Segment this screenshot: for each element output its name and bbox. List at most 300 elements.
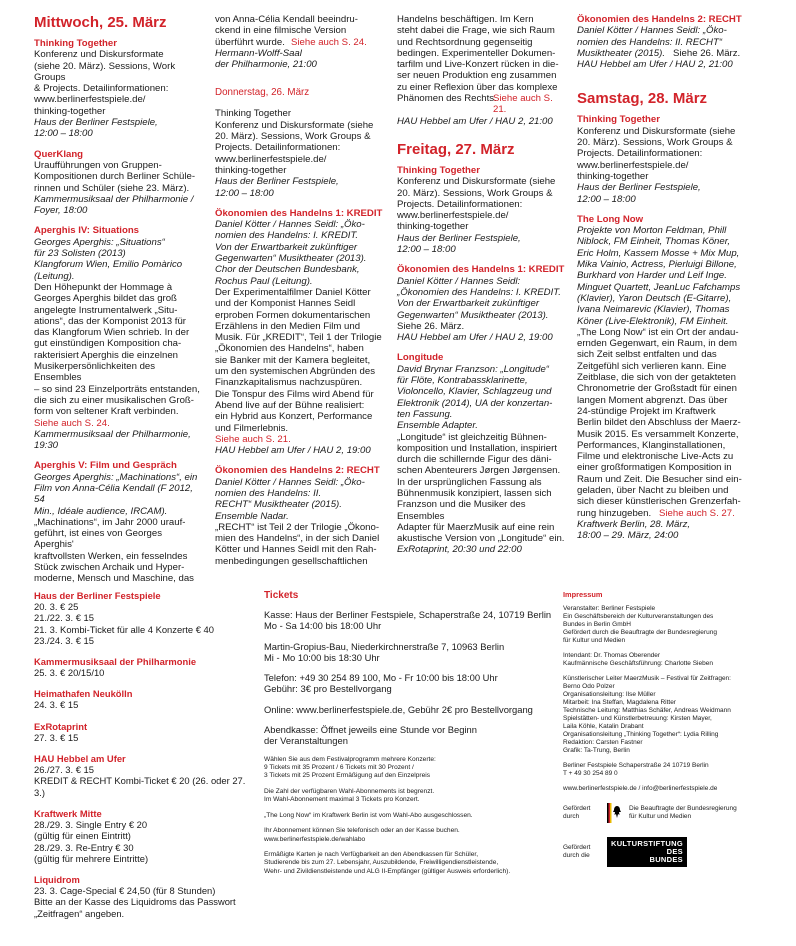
- text-line: bedingen. Experimenteller Dokumen-: [397, 47, 556, 59]
- event-venue: [34, 117, 202, 140]
- kulturstiftung-logo: [607, 837, 687, 867]
- text-line: Niblock, FM Einheit, Thomas Köner,: [577, 236, 731, 248]
- text-line: Gegenwarten“ Musiktheater (2013).: [397, 309, 549, 321]
- text-line: Kompositionen durch Berliner Schüle-: [34, 171, 196, 183]
- text-line: Von der Erwartbarkeit zukünftiger: [397, 298, 540, 310]
- text-line: ernden Gegenwart, ein Raum, in dem: [577, 338, 737, 350]
- text-line: steht dabei die Frage, wie sich Raum: [397, 25, 555, 37]
- event-venue: [215, 445, 385, 456]
- text-line: Kötter und Hannes Seidl mit den Rah-: [215, 544, 377, 556]
- ticket-line: Mo - Sa 14:00 bis 18:00 Uhr: [264, 620, 382, 632]
- text-line: 20. März). Sessions, Work Groups &: [577, 137, 733, 149]
- event-title: Thinking Together: [34, 38, 117, 49]
- text-line: menbedingungen gesellschaftlichen: [215, 555, 368, 567]
- text-line: um den systemischen Abgründen des: [215, 366, 375, 378]
- text-line: Projects. Detailinformationen:: [215, 142, 341, 154]
- event-credits: [215, 477, 385, 522]
- event-credits: [397, 364, 567, 432]
- text-line: sich dieser künstlerischen Grenzerfah-: [577, 496, 741, 508]
- text-line: Raum und Zeit. Die Besucher sind ein-: [577, 473, 742, 485]
- event-credits: [34, 237, 202, 282]
- text-line: durch die schillernde Figur des däni-: [397, 454, 552, 466]
- text-line: 19:30: [34, 440, 59, 452]
- impressum-line: Spielstätten- und Künstlerbetreuung: Kirsten Mayer,: [563, 715, 712, 722]
- text-line: Von der Erwartbarkeit zukünftiger: [215, 241, 358, 253]
- text-line: Rochus Paul (Leitung).: [215, 275, 313, 287]
- text-line: 12:00 – 18:00: [215, 187, 274, 199]
- text-line: Siehe 26. März.: [397, 320, 465, 332]
- text-line: Gefördert: [563, 844, 591, 851]
- ticket-note: [264, 827, 554, 844]
- impressum-line: Organisationsleitung: Ilse Müller: [563, 691, 656, 698]
- text-line: thinking-together: [34, 105, 106, 117]
- text-line: langen Moment abgrenzt. Das über: [577, 394, 728, 406]
- text-line: Der Experimentalfilmer Daniel Kötter: [215, 286, 371, 298]
- text-line: www.berlinerfestspiele.de/: [215, 153, 327, 165]
- text-line: Köner (Live-Elektronik), FM Einheit.: [577, 315, 729, 327]
- text-line: Ensemble Nadar.: [215, 510, 289, 522]
- event: [215, 108, 385, 198]
- event-desc: [577, 126, 749, 182]
- event: [397, 264, 567, 343]
- event-desc: [34, 282, 202, 418]
- text-line: das Klangforum Wien schrieb. In der: [34, 327, 190, 339]
- text-line: Konferenz und Diskursformate (siehe: [577, 125, 736, 137]
- event-title: Aperghis V: Film und Gespräch: [34, 460, 177, 472]
- text-line: rakterisiert Aperghis die einzelnen: [34, 349, 178, 361]
- text-line: Ivana Neimarevic (Klavier), Thomas: [577, 304, 730, 316]
- text-line: Film von Anna-Célia Kendall (F 2012, 54: [34, 482, 193, 506]
- event-venue: [34, 194, 202, 217]
- text-line: Daniel Kötter / Hannes Seidl:: [397, 275, 521, 287]
- text-line: Musiktheater (2015).: [577, 47, 665, 59]
- note-line: Studierende bis zum 27. Lebensjahr, Auszubildende, Freiwilligendienstleistende,: [264, 859, 499, 867]
- event-title: Thinking Together: [215, 108, 292, 120]
- text-line: Georges Aperghis bildet das groß: [34, 293, 177, 305]
- text-line: Eric Holm, Kassem Mosse + Mix Mup,: [577, 247, 740, 259]
- event-title: Ökonomien des Handelns 1: KREDIT: [215, 207, 383, 219]
- event-venue: [397, 544, 567, 555]
- see-also-link[interactable]: Siehe auch S. 21.: [215, 433, 291, 445]
- text-line: Daniel Kötter / Hannes Seidl: „Öko-: [215, 219, 365, 231]
- event: [34, 149, 202, 217]
- text-line: Uraufführungen von Gruppen-: [34, 159, 162, 171]
- venue-name: HAU Hebbel am Ufer: [34, 753, 126, 765]
- text-line: Haus der Berliner Festspiele,: [577, 182, 701, 194]
- note-line: Wehr- und Zivildienstleistende und ALG II-Empfänger (gültiger Ausweis erforderlich).: [264, 867, 511, 875]
- text-line: 12:00 – 18:00: [397, 244, 456, 256]
- text-line: Gegenwarten“ Musiktheater (2013).: [215, 253, 367, 265]
- ticket-blocks: [264, 609, 554, 747]
- day-heading: Freitag, 27. März: [397, 140, 515, 158]
- text-line: von Anna-Célia Kendall beeindru-: [215, 14, 358, 25]
- event-venue: [397, 332, 567, 343]
- text-line: ExRotaprint, 20:30 und 22:00: [397, 544, 522, 556]
- text-line: Musikerpersönlichkeiten des Ensembles: [34, 361, 156, 384]
- ksb-line: BUNDES: [649, 855, 683, 864]
- text-line: & Projects. Detailinformationen:: [34, 83, 169, 95]
- text-line: 12:00 – 18:00: [34, 128, 93, 140]
- venue-name: Heimathafen Neukölln: [34, 688, 133, 700]
- note-line: Ermäßigte Karten je nach Verfügbarkeit an den Abendkassen für Schüler,: [264, 850, 479, 858]
- text-line: HAU Hebbel am Ufer / HAU 2, 19:00: [397, 332, 553, 344]
- text-line: geführt, ist eines von Georges Aperghis': [34, 528, 162, 551]
- tickets-heading: Tickets: [264, 590, 299, 601]
- ticket-note: [264, 812, 554, 820]
- text-line: 20. März). Sessions, Work Groups &: [215, 131, 371, 143]
- price-line: Bitte an der Kasse des Liquidroms das Passwort: [34, 896, 236, 908]
- event-continued: [215, 14, 385, 70]
- text-line: ations“, das der Komponist 2013 für: [34, 315, 186, 327]
- event: [577, 214, 749, 542]
- venue-name: Haus der Berliner Festspiele: [34, 590, 161, 601]
- text-line: (Klavier), Yaron Deutsch (E-Gitarre),: [577, 292, 732, 304]
- text-line: Erzählens in den Medien Film und: [215, 320, 361, 332]
- text-line: David Brynar Franzson: „Longitude“: [397, 363, 549, 375]
- price-line: KREDIT & RECHT Kombi-Ticket € 20 (26. oder 27. 3.): [34, 775, 246, 798]
- see-also-link[interactable]: Siehe auch S. 27.: [659, 507, 735, 519]
- text-line: Haus der Berliner Festspiele,: [215, 176, 339, 188]
- price-line: 26./27. 3. € 15: [34, 764, 94, 776]
- event: [34, 38, 202, 140]
- price-line: 28./29. 3. Single Entry € 20: [34, 818, 148, 830]
- text-line: für 23 Solisten (2013): [34, 248, 126, 260]
- text-line: www.berlinerfestspiele.de/: [397, 210, 509, 222]
- price-list: [34, 590, 254, 919]
- text-line: Haus der Berliner Festspiele,: [397, 232, 521, 244]
- ticket-notes: [264, 756, 554, 876]
- ticket-block: [264, 672, 554, 695]
- text-line: und Rechtsordnung gegenseitig: [397, 36, 533, 48]
- impressum-line: Bundes in Berlin GmbH: [563, 621, 631, 628]
- text-line: mien des Handelns“, in der sich Daniel: [215, 533, 380, 545]
- text-line: ten Fassung.: [397, 408, 453, 420]
- text-line: Filme und elektronische Live-Acts zu: [577, 451, 734, 463]
- price-line: 24. 3. € 15: [34, 699, 79, 711]
- text-line: 24-stündige Projekt im Kraftwerk: [577, 405, 716, 417]
- event: [215, 208, 385, 457]
- text-line: Performances, Klanginstallationen,: [577, 439, 726, 451]
- text-line: Georges Aperghis: „Situations“: [34, 236, 165, 248]
- event-venue: [577, 59, 749, 70]
- event-title: Aperghis IV: Situations: [34, 225, 140, 237]
- event: [34, 460, 202, 584]
- day-heading: Samstag, 28. März: [577, 90, 708, 108]
- price-line: 27. 3. € 15: [34, 731, 79, 743]
- ticket-block: [264, 704, 554, 715]
- bkm-logo-row: [563, 803, 763, 823]
- text-line: sie Banker mit der Kamera begleitet,: [215, 354, 371, 366]
- price-line: 28./29. 3. Re-Entry € 30: [34, 841, 134, 853]
- impressum-block: [563, 785, 763, 793]
- impressum-line: Intendant: Dr. Thomas Oberender: [563, 652, 661, 659]
- text-line: Minguet Quartett, JeanLuc Fafchamps: [577, 281, 741, 293]
- text-line: Daniel Kötter / Hannes Seidl: „Öko-: [215, 476, 365, 488]
- venue-name: Liquidrom: [34, 874, 80, 886]
- price-line: (gültig für einen Eintritt): [34, 830, 131, 842]
- text-line: nomien des Handelns: II. RECHT“: [577, 36, 723, 48]
- impressum-line: Mitarbeit: Ina Steffan, Magdalena Ritter: [563, 699, 676, 706]
- impressum-line: Redaktion: Carsten Fastner: [563, 739, 643, 746]
- event-desc: [34, 517, 202, 585]
- funding-label: [563, 844, 601, 860]
- text-line: (siehe 20. März). Sessions, Work Groups: [34, 60, 176, 83]
- text-line: Musik. Für „KREDIT“, Teil 1 der Trilogie: [215, 332, 382, 344]
- day-heading: Donnerstag, 26. März: [215, 87, 310, 99]
- text-line: ein Hybrid aus Konzert, Performance: [215, 411, 373, 423]
- event-desc: [34, 49, 202, 117]
- text-line: Zeitgefühl sich verlieren kann. Eine: [577, 360, 727, 372]
- funding-label: [563, 805, 601, 821]
- event-venue: [34, 429, 202, 452]
- text-line: erproben Formen dokumentarischen: [215, 309, 371, 321]
- text-line: geladen, über Nacht zu bleiben und: [577, 484, 729, 496]
- event-continued: [397, 14, 567, 127]
- event-venue: [215, 176, 385, 199]
- event-desc: [215, 120, 385, 176]
- text-line: Stück zwischen Archaik und Hyper-: [34, 562, 185, 574]
- text-line: „Ökonomien des Handelns: I. KREDIT.: [397, 286, 561, 298]
- text-line: Projects. Detailinformationen:: [397, 198, 523, 210]
- note-line: Ihr Abonnement können Sie telefonisch oder an der Kasse buchen.: [264, 827, 460, 835]
- ksb-logo-row: [563, 837, 763, 867]
- event-title: The Long Now: [577, 213, 644, 225]
- price-line: „Zeitfragen“ angeben.: [34, 907, 125, 919]
- impressum-line: www.berlinerfestspiele.de / info@berlinerfestspiele.de: [563, 785, 718, 792]
- text-line: „Ökonomien des Handelns“, haben: [215, 343, 364, 355]
- venue-name: ExRotaprint: [34, 720, 88, 732]
- text-line: der Philharmonie, 21:00: [215, 59, 317, 71]
- text-line: Den Höhepunkt der Hommage à: [34, 281, 173, 293]
- text-line: RECHT“ Musiktheater (2015).: [215, 499, 342, 511]
- text-line: die sich zu einer musikalischen Groß-: [34, 394, 194, 406]
- text-line: akustische Version von „Longitude“ ein.: [397, 533, 565, 545]
- venue-name: Kammermusiksaal der Philharmonie: [34, 656, 197, 668]
- price-line: 20. 3. € 25: [34, 601, 79, 612]
- text-line: (Leitung).: [34, 270, 75, 282]
- text-line: HAU Hebbel am Ufer / HAU 2, 21:00: [397, 115, 553, 127]
- impressum-heading: Impressum: [563, 590, 603, 599]
- event-desc: [397, 321, 567, 332]
- text-line: 20. März). Sessions, Work Groups &: [397, 187, 553, 199]
- text-line: thinking-together: [397, 221, 469, 233]
- event-title: Ökonomien des Handelns 2: RECHT: [215, 465, 380, 477]
- text-line: „Machinations“, im Jahr 2000 urauf-: [34, 516, 186, 528]
- text-line: „RECHT“ ist Teil 2 der Trilogie „Ökono-: [215, 521, 380, 533]
- price-line: 21./22. 3. € 15: [34, 612, 94, 624]
- impressum-block: [563, 652, 763, 668]
- text-line: und Filmerlebnis.: [215, 422, 289, 434]
- ksb-line: KULTURSTIFTUNG: [611, 839, 683, 848]
- text-line: für Flöte, Kontrabassklarinette,: [397, 375, 528, 387]
- text-line: für Kultur und Medien: [629, 813, 692, 820]
- text-line: rinnen und Schüler (siehe 23. März).: [34, 182, 190, 194]
- text-line: Projects. Detailinformationen:: [577, 148, 703, 160]
- note-line: 9 Tickets mit 35 Prozent / 6 Tickets mit 30 Prozent /: [264, 764, 414, 772]
- text-line: Min., Idéale audience, IRCAM).: [34, 505, 168, 517]
- event-desc: [397, 14, 567, 104]
- event-credits: [397, 276, 567, 321]
- ticket-line: Martin-Gropius-Bau, Niederkirchnerstraße 7, 10963 Berlin: [264, 640, 505, 652]
- text-line: Klangforum Wien, Emilio Pomàrico: [34, 259, 183, 271]
- text-line: Mika Vainio, Actress, Pierluigi Billone,: [577, 259, 737, 271]
- ticket-line: Abendkasse: Öffnet jeweils eine Stunde vor Beginn: [264, 724, 477, 736]
- text-line: Die Tonspur des Films wird Abend für: [215, 388, 374, 400]
- text-line: 12:00 – 18:00: [577, 193, 636, 205]
- text-line: thinking-together: [215, 164, 287, 176]
- text-line: Hermann-Wolff-Saal: [215, 47, 302, 59]
- text-line: Konferenz und Diskursformate (siehe: [215, 119, 374, 131]
- text-line: gut einstündigen Komposition cha-: [34, 338, 182, 350]
- impressum-line: Grafik: Ta-Trung, Berlin: [563, 747, 630, 754]
- text-line: und der Komponist Hannes Seidl: [215, 298, 356, 310]
- price-line: (gültig für mehrere Eintritte): [34, 852, 149, 864]
- text-line: einer großformatigen Komposition in: [577, 462, 732, 474]
- text-line: nomien des Handelns: I. KREDIT.: [215, 230, 359, 242]
- text-line: form von seltener Kraft verbinden.: [34, 406, 179, 418]
- event-title: Thinking Together: [577, 114, 660, 126]
- event-title: Ökonomien des Handelns 2: RECHT: [577, 14, 742, 25]
- text-line: Phänomen des Rechts.: [397, 93, 497, 105]
- text-line: Burkhard von Harder und Leif Inge.: [577, 270, 727, 282]
- text-line: kraftvollsten Werken, ein fesselndes: [34, 550, 188, 562]
- event-title: QuerKlang: [34, 148, 84, 160]
- event-venue: [577, 182, 749, 205]
- price-line: 25. 3. € 20/15/10: [34, 667, 105, 679]
- column-3: [397, 14, 567, 565]
- see-also-link[interactable]: Siehe auch S. 21.: [493, 93, 553, 116]
- text-line: ser neuen Produktion eng zusammen: [397, 70, 557, 82]
- ticket-block: [264, 609, 554, 632]
- text-line: Foyer, 18:00: [34, 205, 88, 217]
- impressum-block: [563, 675, 763, 755]
- note-line: „The Long Now“ im Kraftwerk Berlin ist vom Wahl-Abo ausgeschlossen.: [264, 811, 473, 819]
- bkm-label: [629, 805, 737, 821]
- text-line: Daniel Kötter / Hannes Seidl: „Öko-: [577, 25, 727, 37]
- text-line: schen Abenteurers Jørgen Jørgensen.: [397, 465, 561, 477]
- ticket-line: Kasse: Haus der Berliner Festspiele, Schaperstraße 24, 10719 Berlin: [264, 609, 552, 620]
- impressum-line: Organisationsleitung „Thinking Together“: Lydia Rilling: [563, 731, 719, 738]
- price-line: 23./24. 3. € 15: [34, 634, 94, 646]
- impressum-blocks: [563, 605, 763, 793]
- impressum-line: Berliner Festspiele Schaperstraße 24 10719 Berlin: [563, 762, 709, 769]
- impressum-line: T + 49 30 254 89 0: [563, 770, 618, 777]
- ticket-block: [264, 641, 554, 664]
- text-line: Gefördert: [563, 805, 591, 812]
- ksb-line: DES: [666, 847, 683, 856]
- event-desc: [397, 176, 567, 232]
- see-also-link[interactable]: Siehe auch S. 24.: [291, 36, 367, 48]
- event: [215, 465, 385, 567]
- event-venue: [215, 48, 385, 71]
- event-credits: [577, 225, 749, 327]
- column-1: [34, 14, 202, 594]
- day-heading: Mittwoch, 25. März: [34, 14, 167, 31]
- impressum-line: für Kultur und Medien: [563, 637, 626, 644]
- text-line: Ensemble Adapter.: [397, 420, 478, 432]
- ticket-note: [264, 851, 554, 876]
- event: [577, 14, 749, 70]
- text-line: tarfilm und Live-Konzert rücken in die-: [397, 59, 559, 71]
- text-line: sich Zeit selbst entfalten und das: [577, 349, 717, 361]
- text-line: Georges Aperghis: „Machinations“, ein: [34, 471, 198, 483]
- note-line: Die Zahl der verfügbaren Wahl-Abonnements ist begrenzt.: [264, 787, 435, 795]
- event: [577, 114, 749, 204]
- see-also-link[interactable]: Siehe auch S. 24.: [34, 417, 110, 429]
- ticket-note: [264, 788, 554, 805]
- text-line: Berlin bildet den Abschluss der Maerz-: [577, 417, 741, 429]
- text-line: Violoncello, Klavier, Schlagzeug und: [397, 386, 552, 398]
- text-line: Bühnenmusik konzipiert, lassen sich: [397, 487, 552, 499]
- federal-eagle-icon: [607, 803, 623, 823]
- ticket-line: Mi - Mo 10:00 bis 18:30 Uhr: [264, 651, 380, 663]
- impressum-line: Kaufmännische Geschäftsführung: Charlotte Sieben: [563, 660, 713, 667]
- ticket-info: [264, 590, 554, 883]
- text-line: Abend live auf der Bühne realisiert:: [215, 399, 365, 411]
- price-line: 21. 3. Kombi-Ticket für alle 4 Konzerte € 40: [34, 623, 214, 635]
- text-line: komposition und Installation, inspiriert: [397, 442, 557, 454]
- text-line: nomien des Handelns: II.: [215, 487, 322, 499]
- event-desc: [215, 522, 385, 567]
- impressum-block: [563, 605, 763, 645]
- impressum-line: Berno Odo Polzer: [563, 683, 615, 690]
- ticket-line: Telefon: +49 30 254 89 100, Mo - Fr 10:00 bis 18:00 Uhr: [264, 672, 498, 684]
- text-line: HAU Hebbel am Ufer / HAU 2, 19:00: [215, 445, 371, 457]
- event-desc: Siehe 26. März.: [673, 47, 741, 59]
- text-line: Musik 2015. Es versammelt Konzerte,: [577, 428, 739, 440]
- event-credits: [34, 472, 202, 517]
- event-venue: [577, 519, 749, 542]
- impressum-line: Technische Leitung: Matthias Schäfer, Andreas Weidmann: [563, 707, 731, 714]
- text-line: „Longitude“ ist gleichzeitig Bühnen-: [397, 431, 547, 443]
- event-desc: [577, 327, 749, 519]
- text-line: Kraftwerk Berlin, 28. März,: [577, 518, 691, 530]
- impressum-line: Ein Geschäftsbereich der Kulturveranstaltungen des: [563, 613, 714, 620]
- text-line: In der ursprünglichen Fassung als: [397, 476, 542, 488]
- text-line: Haus der Berliner Festspiele,: [34, 117, 158, 129]
- text-line: Kammermusiksaal der Philharmonie /: [34, 193, 194, 205]
- ticket-note: [264, 756, 554, 781]
- text-line: Zeitblase, die sich von der getakteten: [577, 372, 736, 384]
- text-line: Projekte von Morton Feldman, Phill: [577, 225, 727, 237]
- text-line: Konferenz und Diskursformate (siehe: [397, 176, 556, 188]
- text-line: Finanzkapitalismus nachzuspüren.: [215, 377, 363, 389]
- impressum: [563, 590, 763, 867]
- column-4: [577, 14, 749, 550]
- text-line: – so sind 23 Einzelporträts entstanden,: [34, 383, 200, 395]
- ticket-line: der Veranstaltungen: [264, 735, 348, 747]
- text-line: Handelns beschäftigen. Im Kern: [397, 14, 534, 25]
- event: [34, 225, 202, 451]
- impressum-line: Veranstalter: Berliner Festspiele: [563, 605, 656, 612]
- impressum-line: Laila Köhle, Katalin Drabant: [563, 723, 644, 730]
- event-title: Longitude: [397, 352, 444, 364]
- text-line: www.berlinerfestspiele.de/: [34, 94, 146, 106]
- text-line: überführt wurde.: [215, 36, 285, 48]
- text-line: Adapter für MaerzMusik auf eine rein: [397, 521, 555, 533]
- event-desc: [34, 160, 202, 194]
- text-line: Die Beauftragte der Bundesregierung: [629, 805, 737, 812]
- impressum-line: Gefördert durch die Beauftragte der Bundesregierung: [563, 629, 717, 636]
- text-line: durch die: [563, 852, 590, 859]
- note-line: www.berlinerfestspiele.de/wahlabo: [264, 835, 366, 843]
- text-line: thinking-together: [577, 170, 649, 182]
- text-line: 18:00 – 29. März, 24:00: [577, 530, 679, 542]
- event-title: Thinking Together: [397, 164, 480, 176]
- text-line: moderne, Mensch und Maschine, das: [34, 573, 194, 585]
- column-2: [215, 14, 385, 576]
- event-venue: [397, 116, 567, 127]
